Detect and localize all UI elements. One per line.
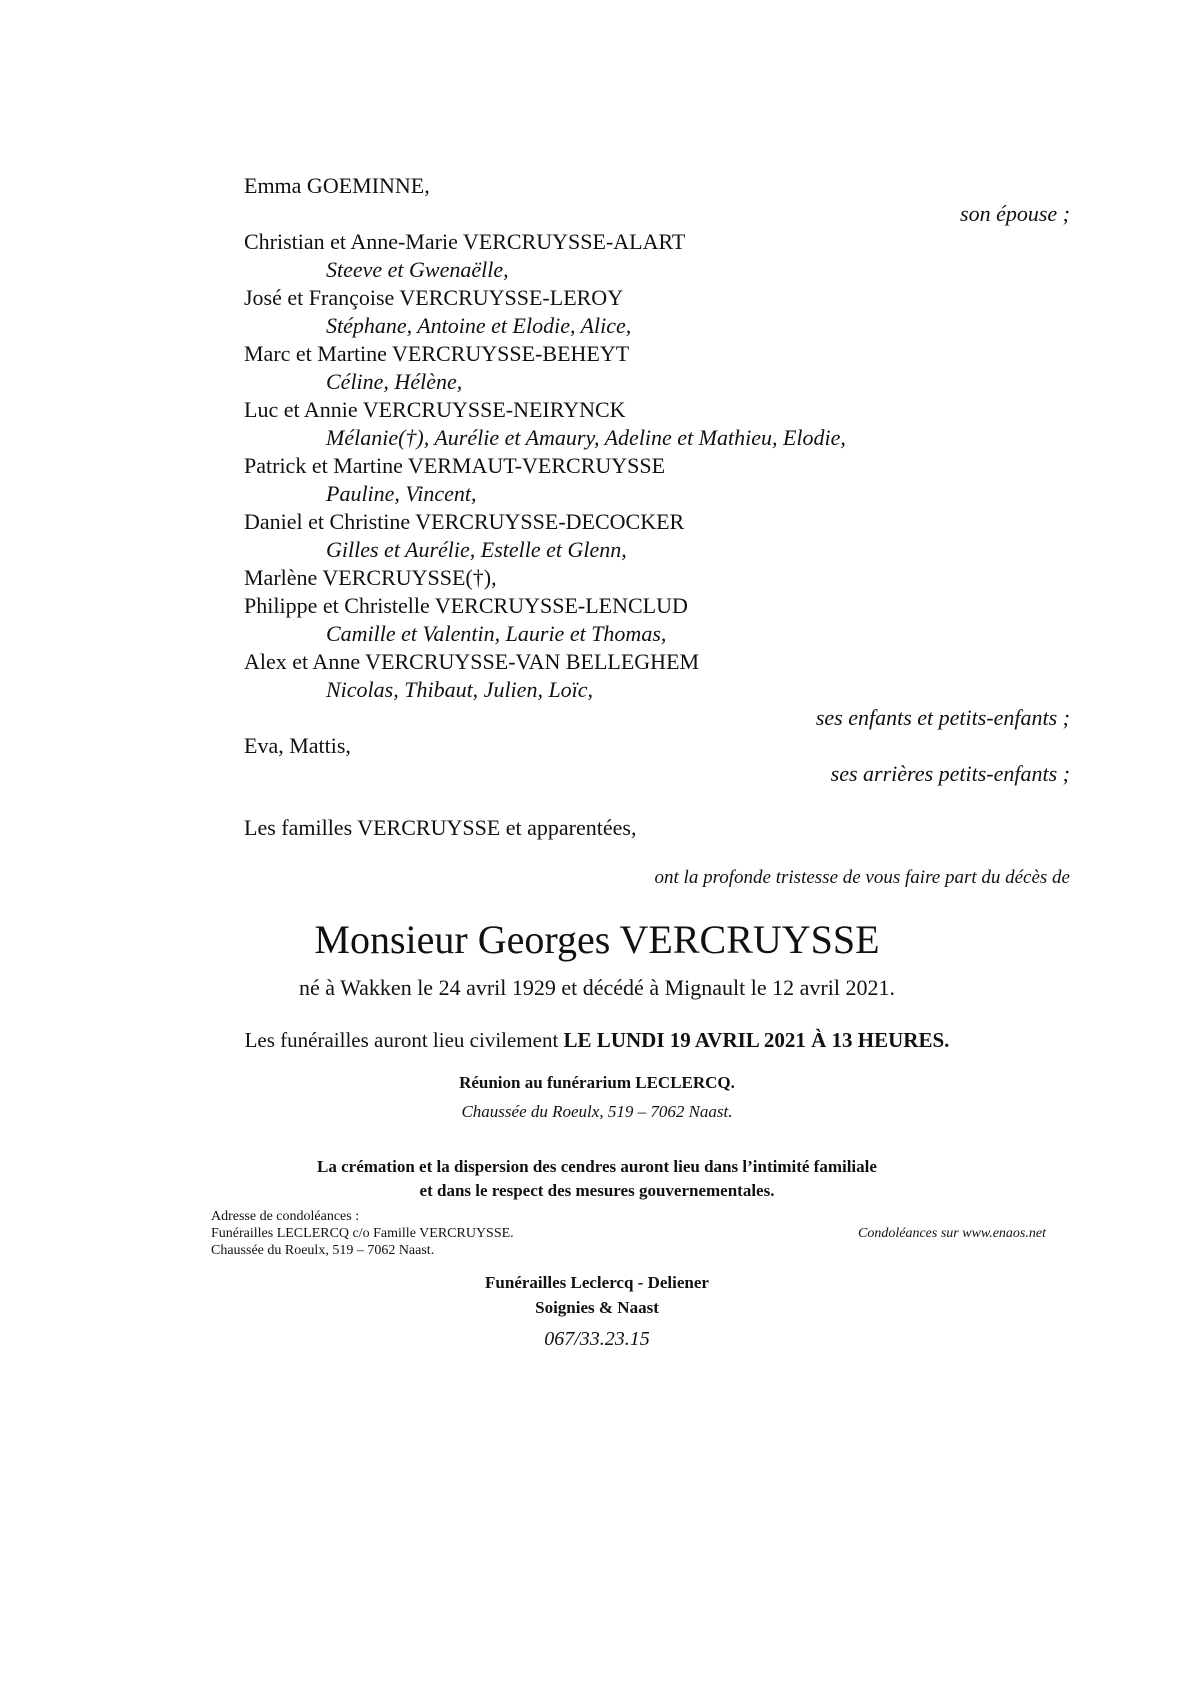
families-line: Les familles VERCRUYSSE et apparentées, <box>244 815 637 840</box>
deceased-name: Monsieur Georges VERCRUYSSE <box>314 917 880 962</box>
condolences-address-2: Chaussée du Roeulx, 519 – 7062 Naast. <box>211 1243 435 1258</box>
funeral-intro: Les funérailles auront lieu civilement <box>244 1028 564 1052</box>
child-name: Alex et Anne VERCRUYSSE-VAN BELLEGHEM <box>244 649 700 674</box>
funeral-meeting: Réunion au funérarium LECLERCQ. <box>459 1073 735 1092</box>
grandchildren-names: Céline, Hélène, <box>326 369 463 394</box>
undertaker-name: Funérailles Leclercq - Deliener <box>485 1273 709 1292</box>
undertaker-phone: 067/33.23.15 <box>544 1328 650 1350</box>
child-name: Patrick et Martine VERMAUT-VERCRUYSSE <box>244 453 666 478</box>
grandchildren-names: Gilles et Aurélie, Estelle et Glenn, <box>326 537 627 562</box>
spouse-name: Emma GOEMINNE, <box>244 173 430 198</box>
great-grandchildren-names: Eva, Mattis, <box>244 733 351 758</box>
condolences-address-1: Funérailles LECLERCQ c/o Famille VERCRUYSSE. <box>211 1226 514 1241</box>
child-name: Christian et Anne-Marie VERCRUYSSE-ALART <box>244 229 686 254</box>
grandchildren-names: Steeve et Gwenaëlle, <box>326 257 509 282</box>
cremation-line-1: La crémation et la dispersion des cendres auront lieu dans l’intimité familiale <box>317 1157 877 1176</box>
child-name: Philippe et Christelle VERCRUYSSE-LENCLUD <box>244 593 688 618</box>
grandchildren-names: Pauline, Vincent, <box>326 481 477 506</box>
children-relation: ses enfants et petits-enfants ; <box>815 705 1070 730</box>
grandchildren-names: Camille et Valentin, Laurie et Thomas, <box>326 621 667 646</box>
child-name: Marlène VERCRUYSSE(†), <box>244 565 497 590</box>
child-name: José et Françoise VERCRUYSSE-LEROY <box>244 285 624 310</box>
grandchildren-names: Nicolas, Thibaut, Julien, Loïc, <box>326 677 594 702</box>
funeral-date: LE LUNDI 19 AVRIL 2021 À 13 HEURES. <box>563 1028 950 1052</box>
child-name: Marc et Martine VERCRUYSSE-BEHEYT <box>244 341 630 366</box>
condolences-online: Condoléances sur www.enaos.net <box>858 1226 1046 1241</box>
great-grandchildren-relation: ses arrières petits-enfants ; <box>830 761 1070 786</box>
grandchildren-names: Stéphane, Antoine et Elodie, Alice, <box>326 313 632 338</box>
child-name: Luc et Annie VERCRUYSSE-NEIRYNCK <box>244 397 626 422</box>
child-name: Daniel et Christine VERCRUYSSE-DECOCKER <box>244 509 685 534</box>
spouse-relation: son épouse ; <box>960 201 1070 226</box>
undertaker-locations: Soignies & Naast <box>535 1298 659 1317</box>
grandchildren-names: Mélanie(†), Aurélie et Amaury, Adeline et Mathieu, Elodie, <box>326 425 846 450</box>
funeral-address: Chaussée du Roeulx, 519 – 7062 Naast. <box>461 1102 733 1121</box>
announcement: ont la profonde tristesse de vous faire part du décès de <box>654 867 1070 888</box>
condolences-heading: Adresse de condoléances : <box>211 1209 360 1224</box>
deceased-dates: né à Wakken le 24 avril 1929 et décédé à Mignault le 12 avril 2021. <box>299 975 895 1000</box>
cremation-line-2: et dans le respect des mesures gouvernementales. <box>419 1181 775 1200</box>
funeral-line <box>0 1026 1194 1054</box>
